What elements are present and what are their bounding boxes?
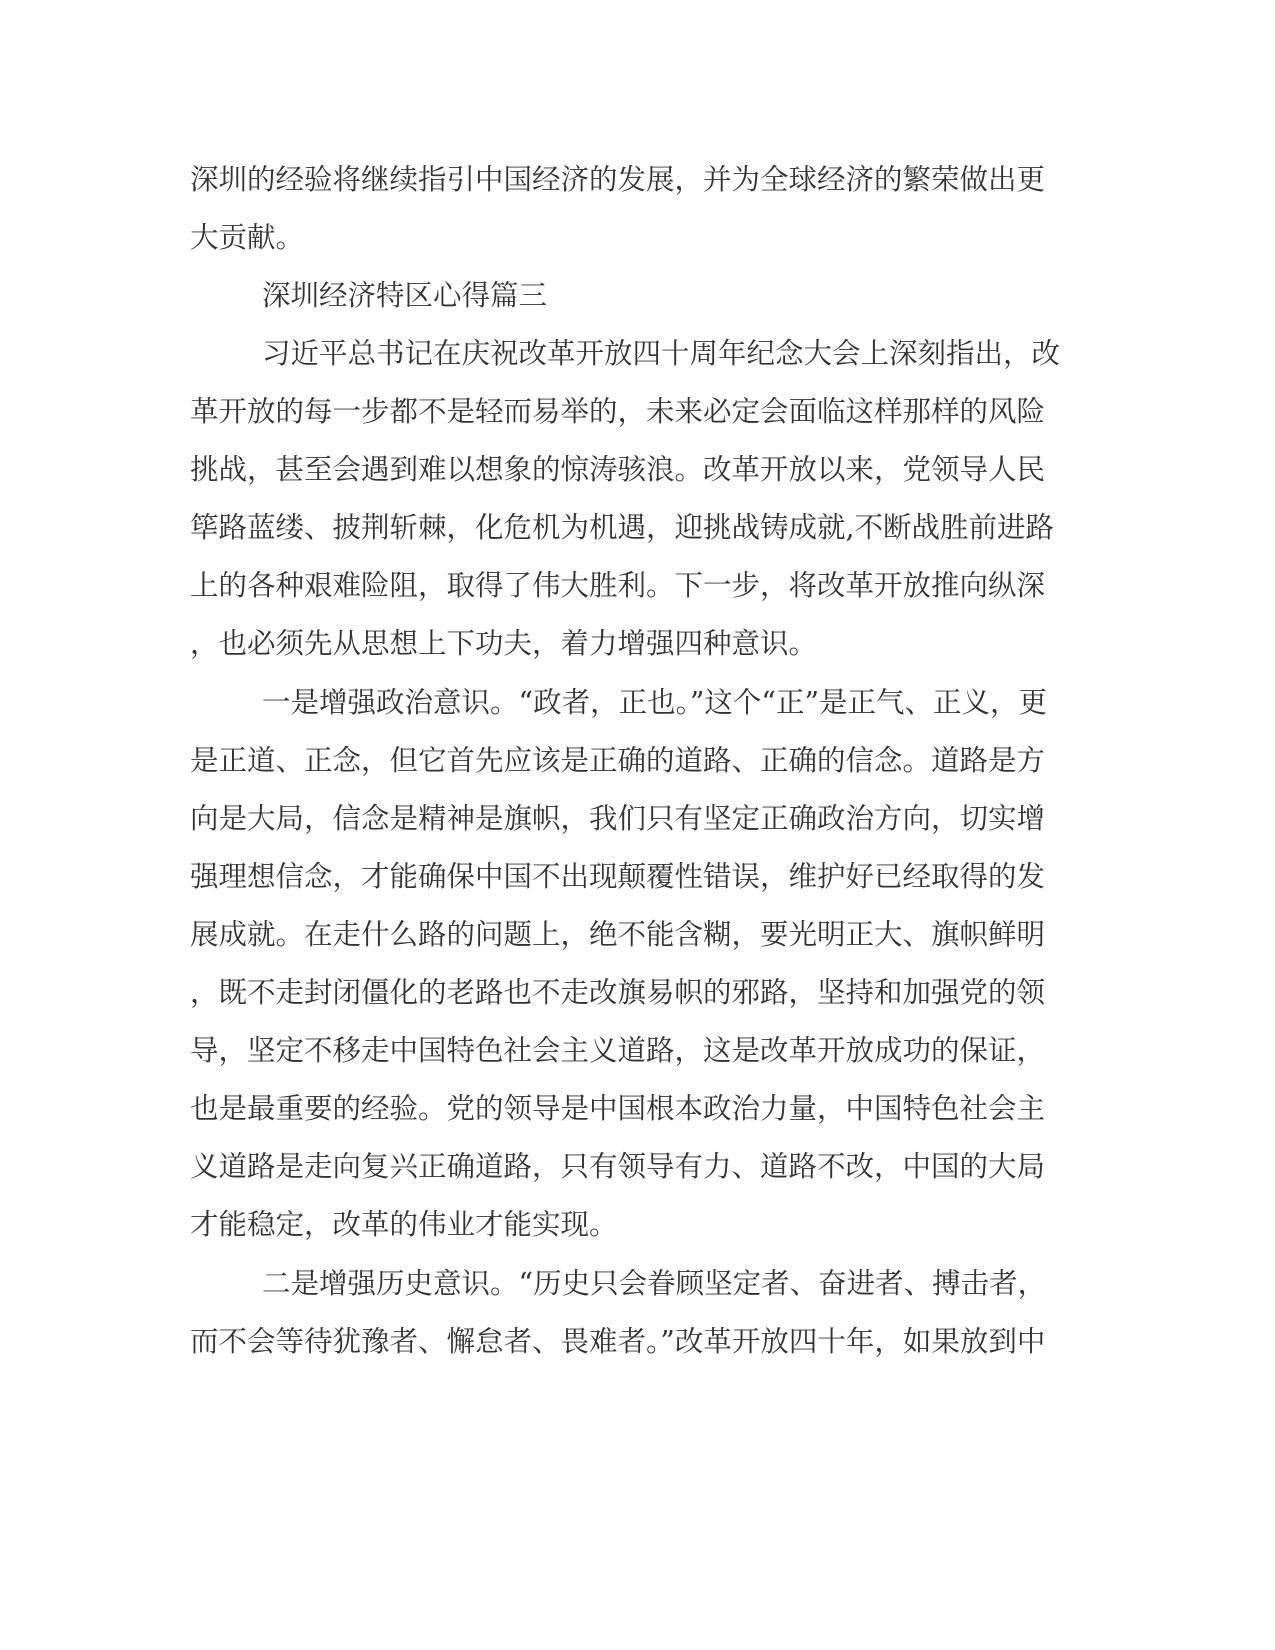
text-line: 挑战，甚至会遇到难以想象的惊涛骇浪。改革开放以来，党领导人民 <box>190 453 1046 486</box>
text-line: 导，坚定不移走中国特色社会主义道路，这是改革开放成功的保证， <box>190 1034 1046 1067</box>
paragraph-first-line: 一是增强政治意识。“政者，正也。”这个“正”是正气、正义，更 <box>262 686 1048 719</box>
text-line: 强理想信念，才能确保中国不出现颠覆性错误，维护好已经取得的发 <box>190 860 1046 893</box>
text-line: 才能稳定，改革的伟业才能实现。 <box>190 1208 618 1241</box>
text-line: 是正道、正念，但它首先应该是正确的道路、正确的信念。道路是方 <box>190 744 1046 777</box>
text-line: 展成就。在走什么路的问题上，绝不能含糊，要光明正大、旗帜鲜明 <box>190 918 1046 951</box>
text-line: 也是最重要的经验。党的领导是中国根本政治力量，中国特色社会主 <box>190 1092 1046 1125</box>
text-line: 筚路蓝缕、披荆斩棘，化危机为机遇，迎挑战铸成就,不断战胜前进路 <box>190 511 1055 544</box>
text-line: 大贡献。 <box>190 221 305 254</box>
text-line: 深圳的经验将继续指引中国经济的发展，并为全球经济的繁荣做出更 <box>190 163 1046 196</box>
section-heading: 深圳经济特区心得篇三 <box>262 279 548 312</box>
text-line: 上的各种艰难险阻，取得了伟大胜利。下一步，将改革开放推向纵深 <box>190 569 1046 602</box>
text-line: ，也必须先从思想上下功夫，着力增强四种意识。 <box>190 627 818 660</box>
text-line: 义道路是走向复兴正确道路，只有领导有力、道路不改，中国的大局 <box>190 1150 1046 1183</box>
text-line: 向是大局，信念是精神是旗帜，我们只有坚定正确政治方向，切实增 <box>190 802 1046 835</box>
text-line: 而不会等待犹豫者、懈怠者、畏难者。”改革开放四十年，如果放到中 <box>190 1325 1046 1358</box>
text-line: 革开放的每一步都不是轻而易举的，未来必定会面临这样那样的风险 <box>190 395 1046 428</box>
paragraph-first-line: 二是增强历史意识。“历史只会眷顾坚定者、奋进者、搏击者， <box>262 1267 1047 1300</box>
text-line: ，既不走封闭僵化的老路也不走改旗易帜的邪路，坚持和加强党的领 <box>190 976 1046 1009</box>
paragraph-first-line: 习近平总书记在庆祝改革开放四十周年纪念大会上深刻指出，改 <box>262 337 1061 370</box>
